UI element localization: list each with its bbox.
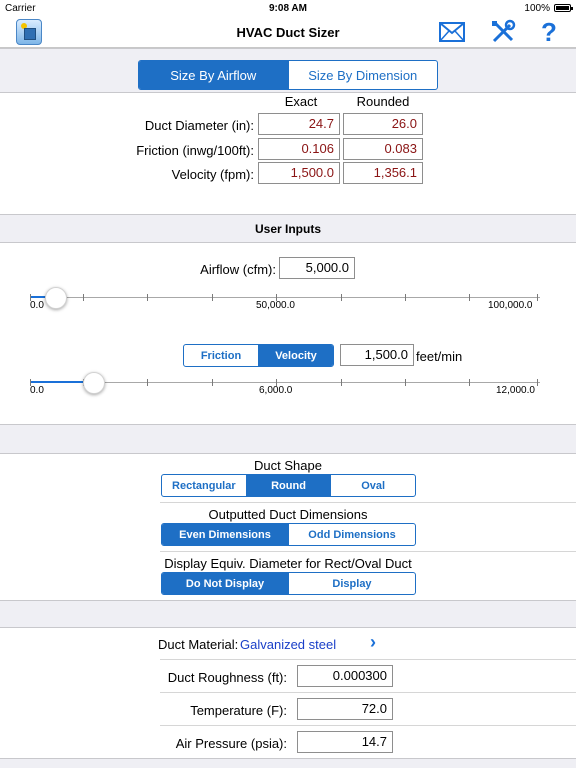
mail-icon[interactable] (437, 18, 467, 46)
options-band (0, 424, 576, 454)
air-pressure-label: Air Pressure (psia): (175, 736, 287, 751)
duct-roughness-input[interactable]: 0.000300 (297, 665, 393, 687)
shape-round[interactable]: Round (246, 475, 331, 496)
user-inputs-header: User Inputs (254, 222, 321, 236)
airflow-min-label: 0.0 (30, 300, 44, 311)
duct-material-value[interactable]: Galvanized steel (240, 637, 337, 652)
tab-size-by-dimension[interactable]: Size By Dimension (288, 61, 438, 89)
friction-label: Friction (inwg/100ft): (136, 143, 254, 158)
page-title: HVAC Duct Sizer (236, 25, 340, 40)
shape-oval[interactable]: Oval (330, 475, 415, 496)
velocity-mid-label: 6,000.0 (259, 385, 293, 396)
duct-material-label: Duct Material: (158, 637, 239, 652)
duct-shape-selector (161, 474, 416, 497)
airflow-input[interactable]: 5,000.0 (279, 257, 355, 279)
velocity-min-label: 0.0 (30, 385, 44, 396)
navigation-bar (0, 16, 576, 48)
chevron-right-icon[interactable]: › (370, 632, 376, 652)
equiv-diameter-selector (161, 572, 416, 595)
bottom-band (0, 758, 576, 768)
airflow-slider-thumb[interactable] (45, 287, 67, 309)
shape-rectangular[interactable]: Rectangular (172, 479, 236, 492)
mode-tabs (138, 60, 438, 90)
divider (160, 551, 576, 552)
material-band (0, 600, 576, 628)
equiv-display[interactable]: Display (288, 573, 415, 594)
divider (160, 502, 576, 503)
tab-size-by-airflow[interactable]: Size By Airflow (139, 61, 288, 89)
dims-odd[interactable]: Odd Dimensions (288, 524, 415, 545)
toggle-velocity[interactable]: Velocity (258, 345, 333, 366)
velocity-unit: feet/min (416, 349, 463, 364)
dims-even[interactable]: Even Dimensions (162, 524, 288, 545)
duct-shape-label: Duct Shape (254, 458, 322, 473)
battery-icon (554, 4, 571, 12)
air-pressure-input[interactable]: 14.7 (297, 731, 393, 753)
status-bar (0, 0, 576, 16)
airflow-max-label: 100,000.0 (488, 300, 533, 311)
friction-rounded: 0.083 (343, 138, 423, 160)
divider (160, 692, 576, 693)
help-icon[interactable]: ? (541, 17, 557, 47)
equiv-do-not-display[interactable]: Do Not Display (162, 573, 288, 594)
velocity-max-label: 12,000.0 (496, 385, 535, 396)
rounded-column-header: Rounded (356, 94, 410, 109)
airflow-label: Airflow (cfm): (200, 262, 276, 277)
temperature-input[interactable]: 72.0 (297, 698, 393, 720)
duct-dimensions-selector (161, 523, 416, 546)
velocity-input[interactable]: 1,500.0 (340, 344, 414, 366)
velocity-slider-thumb[interactable] (83, 372, 105, 394)
duct-dimensions-label: Outputted Duct Dimensions (208, 507, 368, 522)
equiv-diameter-label: Display Equiv. Diameter for Rect/Oval Duct (164, 556, 412, 571)
battery-percent: 100% (524, 3, 550, 14)
toggle-friction[interactable]: Friction (200, 349, 242, 362)
exact-column-header: Exact (284, 94, 318, 109)
velocity-label: Velocity (fpm): (171, 167, 254, 182)
duct-diameter-label: Duct Diameter (in): (144, 118, 254, 133)
divider (160, 725, 576, 726)
velocity-rounded: 1,356.1 (343, 162, 423, 184)
friction-exact: 0.106 (258, 138, 340, 160)
temperature-label: Temperature (F): (190, 703, 287, 718)
duct-roughness-label: Duct Roughness (ft): (167, 670, 287, 685)
divider (160, 659, 576, 660)
tools-icon[interactable] (488, 18, 518, 46)
duct-diameter-exact: 24.7 (258, 113, 340, 135)
airflow-mid-label: 50,000.0 (256, 300, 295, 311)
carrier-label: Carrier (5, 3, 36, 14)
friction-velocity-toggle (183, 344, 334, 367)
velocity-exact: 1,500.0 (258, 162, 340, 184)
duct-diameter-rounded: 26.0 (343, 113, 423, 135)
clock: 9:08 AM (269, 3, 307, 14)
